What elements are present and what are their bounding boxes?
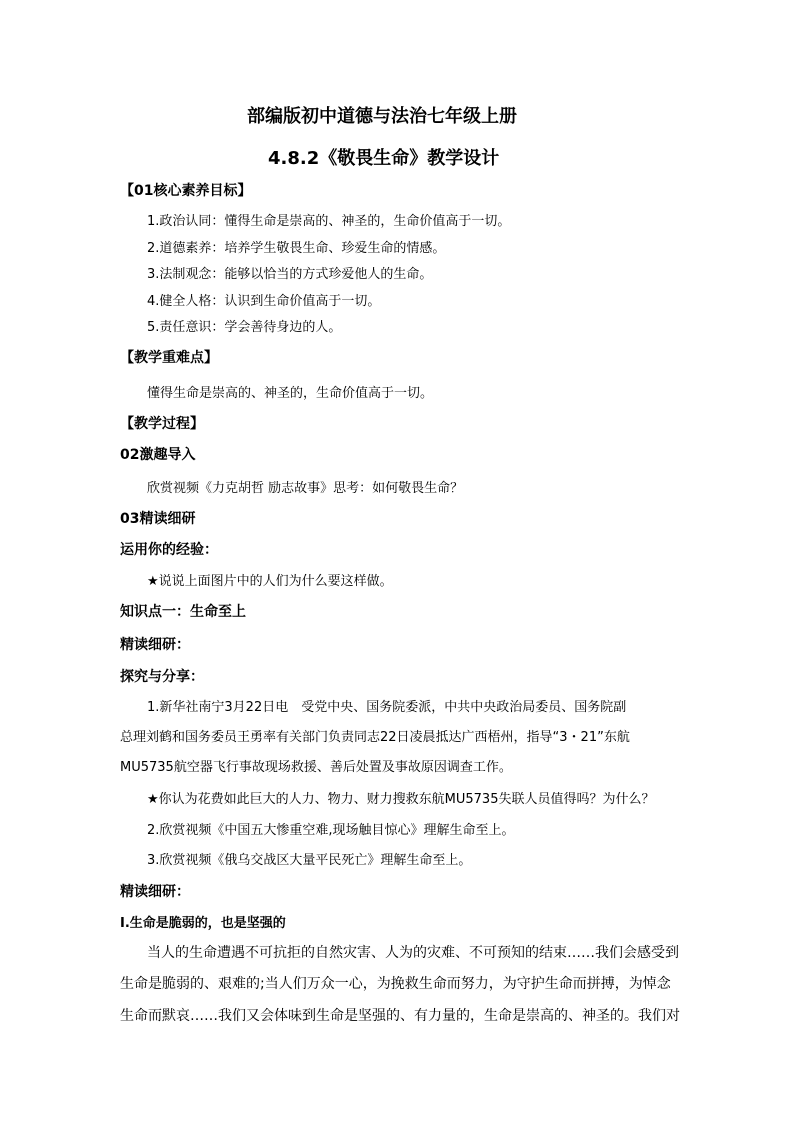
key-points-text: 懂得生命是崇高的、神圣的，生命价值高于一切。 (147, 386, 434, 401)
goal-item-2: 2.道德素养：培养学生敬畏生命、珍爱生命的情感。 (147, 241, 446, 256)
intro-text: 欣赏视频《力克胡哲 励志故事》思考：如何敬畏生命？ (147, 481, 464, 496)
intro-heading: 02激趣导入 (120, 447, 196, 463)
news-line-1: 1.新华社南宁3月22日电 受党中央、国务院委派，中共中央政治局委员、国务院副 (147, 700, 627, 715)
goal-item-5: 5.责任意识：学会善待身边的人。 (147, 320, 342, 335)
section-heading-goals: 【01核心素养目标】 (120, 183, 252, 199)
knowledge-point-1-heading: 知识点一：生命至上 (120, 604, 246, 620)
question-2: 2.欣赏视频《中国五大惨重空难,现场触目惊心》理解生命至上。 (147, 823, 515, 838)
section-heading-key-points: 【教学重难点】 (120, 350, 218, 366)
point-1-heading: Ⅰ.生命是脆弱的，也是坚强的 (120, 916, 286, 931)
study-heading: 03精读细研 (120, 511, 196, 527)
goal-item-3: 3.法制观念：能够以恰当的方式珍爱他人的生命。 (147, 267, 433, 282)
body-line-3: 生命而默哀……我们又会体味到生命是坚强的、有力量的，生命是崇高的、神圣的。我们对 (120, 1008, 680, 1024)
body-line-2: 生命是脆弱的、艰难的;当人们万众一心，为挽救生命而努力，为守护生命而拼搏，为悼念 (120, 976, 671, 992)
close-reading-heading: 精读细研： (120, 637, 190, 653)
news-line-2: 总理刘鹤和国务委员王勇率有关部门负责同志22日凌晨抵达广西梧州，指导“3・21”东航 (120, 730, 630, 745)
experience-heading: 运用你的经验： (120, 542, 218, 558)
body-line-1: 当人的生命遭遇不可抗拒的自然灾害、人为的灾难、不可预知的结束……我们会感受到 (147, 945, 679, 961)
explore-share-heading: 探究与分享： (120, 669, 204, 685)
news-line-3: MU5735航空器飞行事故现场救援、善后处置及事故原因调查工作。 (120, 760, 512, 775)
question-1: ★你认为花费如此巨大的人力、物力、财力搜救东航MU5735失联人员值得吗？为什么？ (147, 792, 655, 807)
goal-item-4: 4.健全人格：认识到生命价值高于一切。 (147, 294, 381, 309)
question-3: 3.欣赏视频《俄乌交战区大量平民死亡》理解生命至上。 (147, 853, 472, 868)
document-subtitle: 4.8.2《敬畏生命》教学设计 (268, 148, 500, 169)
section-heading-process: 【教学过程】 (120, 416, 204, 432)
goal-item-1: 1.政治认同：懂得生命是崇高的、神圣的，生命价值高于一切。 (147, 214, 511, 229)
experience-text: ★说说上面图片中的人们为什么要这样做。 (147, 574, 393, 589)
close-reading-heading-2: 精读细研： (120, 884, 190, 900)
document-title: 部编版初中道德与法治七年级上册 (247, 106, 517, 127)
